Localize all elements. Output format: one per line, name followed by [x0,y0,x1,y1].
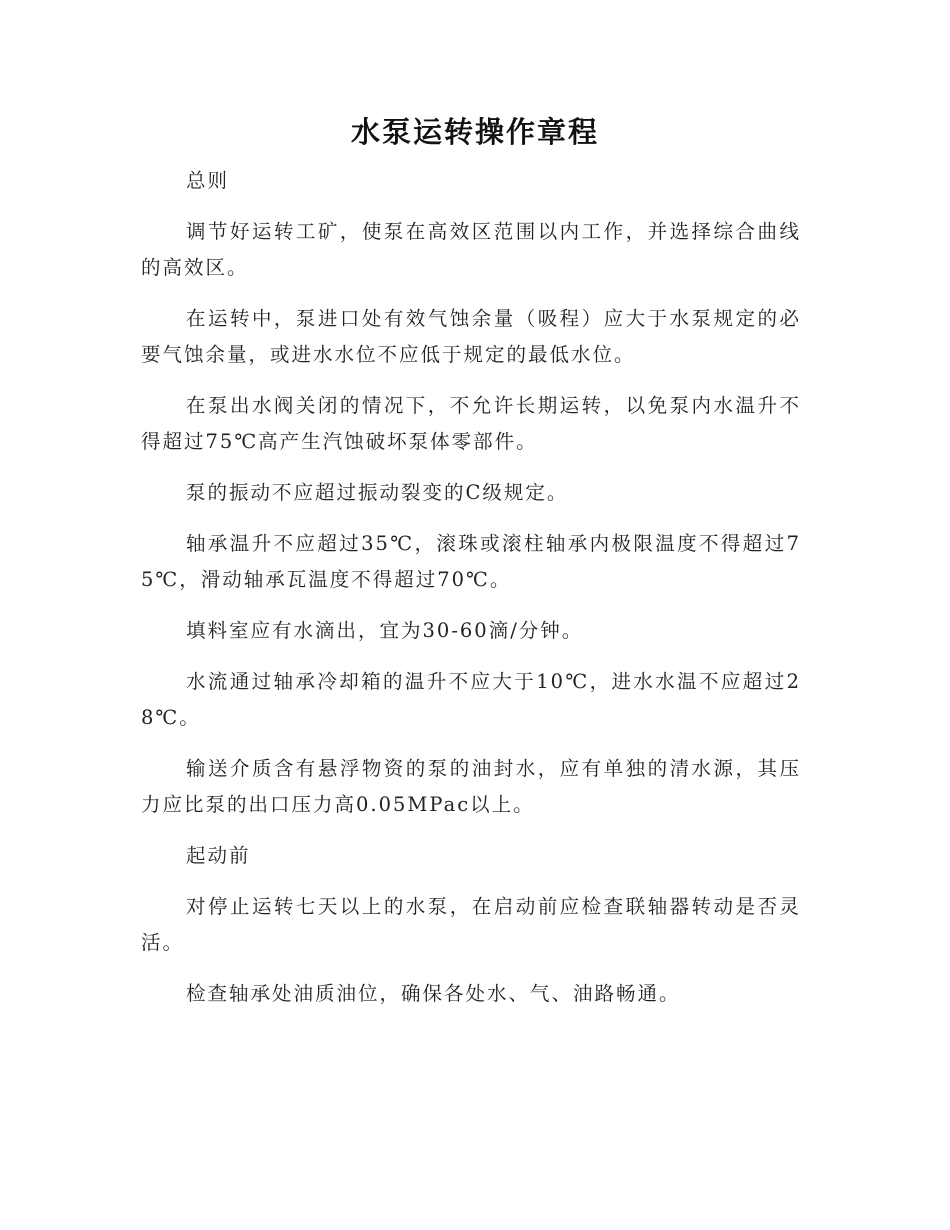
paragraph: 调节好运转工矿，使泵在高效区范围以内工作，并选择综合曲线的高效区。 [141,220,801,279]
section-heading-general: 总则 [186,169,230,192]
paragraph: 轴承温升不应超过35℃，滚珠或滚柱轴承内极限温度不得超过75℃，滑动轴承瓦温度不得超过70℃。 [141,532,801,591]
paragraph: 检查轴承处油质油位，确保各处水、气、油路畅通。 [186,982,681,1005]
section-heading-before-start: 起动前 [186,844,251,867]
document-title: 水泵运转操作章程 [350,115,599,149]
paragraph: 对停止运转七天以上的水泵，在启动前应检查联轴器转动是否灵活。 [141,895,801,954]
paragraph: 在泵出水阀关闭的情况下，不允许长期运转，以免泵内水温升不得超过75℃高产生汽蚀破坏泵体零部件。 [141,394,801,453]
document-body [141,163,801,1012]
paragraph: 水流通过轴承冷却箱的温升不应大于10℃，进水水温不应超过28℃。 [141,670,801,729]
paragraph: 填料室应有水滴出，宜为30-60滴/分钟。 [186,619,584,642]
paragraph: 在运转中，泵进口处有效气蚀余量（吸程）应大于水泵规定的必要气蚀余量，或进水水位不应低于规定的最低水位。 [141,307,801,366]
paragraph: 输送介质含有悬浮物资的泵的油封水，应有单独的清水源，其压力应比泵的出口压力高0.05MPac以上。 [141,757,801,816]
paragraph: 泵的振动不应超过振动裂变的C级规定。 [186,481,569,504]
